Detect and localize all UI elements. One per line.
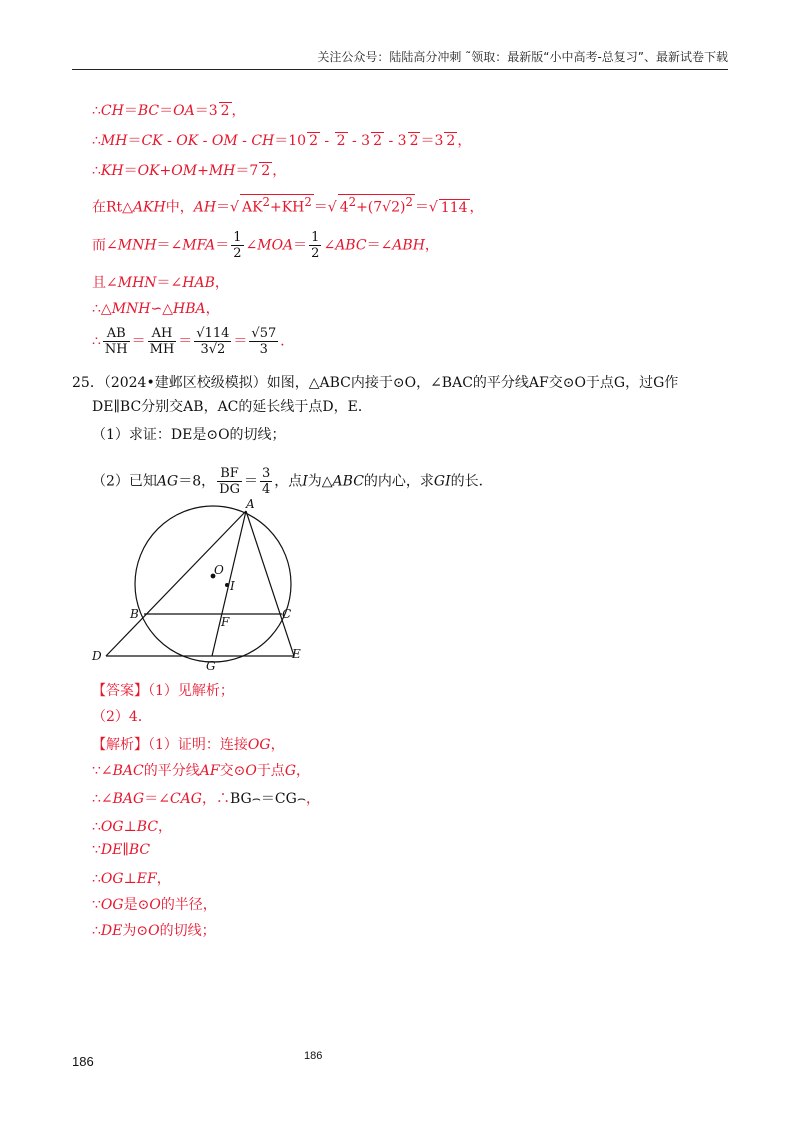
problem-part-1: （1）求证：DE是⊙O的切线；: [92, 427, 286, 443]
solution-line-6: 且∠MHN＝∠HAB，: [92, 275, 229, 291]
circle-o: [135, 506, 291, 662]
solution-line-2: ∴MH＝CK - OK - OM - CH＝10 2 - 2 - 3 2 - 3 2 ＝3 2 ，: [92, 133, 472, 149]
answer-line-1: 【答案】（1）见解析；: [92, 683, 234, 699]
analysis-line-5: ∵DE∥BC: [92, 842, 151, 858]
geometry-figure: [88, 496, 318, 676]
solution-line-8: ∴ $\frac{AB}{NH}$ ＝ $\frac{AH}{MH}$ ＝ $\frac{√114}{3√2}$ ＝ $\frac{√57}{3}$ ．: [92, 326, 295, 357]
label-o: O: [214, 563, 224, 577]
solution-line-3: ∴KH＝OK+OM+MH＝7 2 ，: [92, 163, 287, 179]
analysis-line-1: 【解析】（1）证明：连接OG，: [92, 737, 285, 753]
label-i: I: [230, 579, 235, 593]
analysis-line-6: ∴OG⊥EF，: [92, 871, 171, 887]
solution-line-1: ∴CH＝BC＝OA＝3 2 ，: [92, 103, 246, 119]
label-e: E: [292, 647, 301, 661]
label-c: C: [282, 607, 292, 621]
line-ag: [212, 511, 246, 656]
problem-part-2: （2）已知AG＝8， $\frac{BF}{DG}$ ＝ $\frac{3}{4}$ ，点I为△ABC的内心，求GI的长．: [92, 466, 493, 497]
solution-line-5: 而∠MNH＝∠MFA＝ $\frac{1}{2}$ ∠MOA＝ $\frac{1}{2}$ ∠ABC＝∠ABH，: [92, 230, 439, 261]
answer-line-2: （2）4．: [92, 709, 152, 725]
page-number-center: 186: [304, 1050, 323, 1062]
line-ae: [246, 511, 294, 656]
analysis-line-7: ∵OG是⊙O的半径，: [92, 897, 217, 913]
page-header: 关注公众号：陆陆高分冲刺 ˜领取：最新版“小中高考-总复习”、最新试卷下载: [72, 48, 728, 70]
label-g: G: [206, 659, 216, 673]
line-ad: [106, 511, 246, 656]
label-b: B: [130, 607, 139, 621]
solution-line-4: 在Rt△AKH中，AH＝√ $AK^2+KH^2$ ＝√ $4^2+(7√2)^2$ ＝√ 114 ，: [92, 195, 484, 216]
analysis-line-4: ∴OG⊥BC，: [92, 819, 173, 835]
problem-stem-line-1: 25．（2024•建邺区校级模拟）如图，△ABC内接于⊙O，∠BAC的平分线AF交⊙O于点G，过G作: [72, 375, 679, 391]
label-d: D: [92, 649, 102, 663]
page-number-left: 186: [72, 1054, 94, 1069]
point-i: [225, 583, 229, 587]
problem-stem-line-2: DE∥BC分别交AB，AC的延长线于点D，E．: [92, 399, 372, 415]
label-a: A: [246, 497, 255, 511]
analysis-line-3: ∴∠BAG＝∠CAG，∴BG⌢＝CG⌢，: [92, 791, 321, 807]
solution-line-7: ∴△MNH∽△HBA，: [92, 301, 220, 317]
analysis-line-2: ∵∠BAC的平分线AF交⊙O于点G，: [92, 763, 310, 779]
label-f: F: [221, 615, 230, 629]
analysis-line-8: ∴DE为⊙O的切线；: [92, 923, 216, 939]
